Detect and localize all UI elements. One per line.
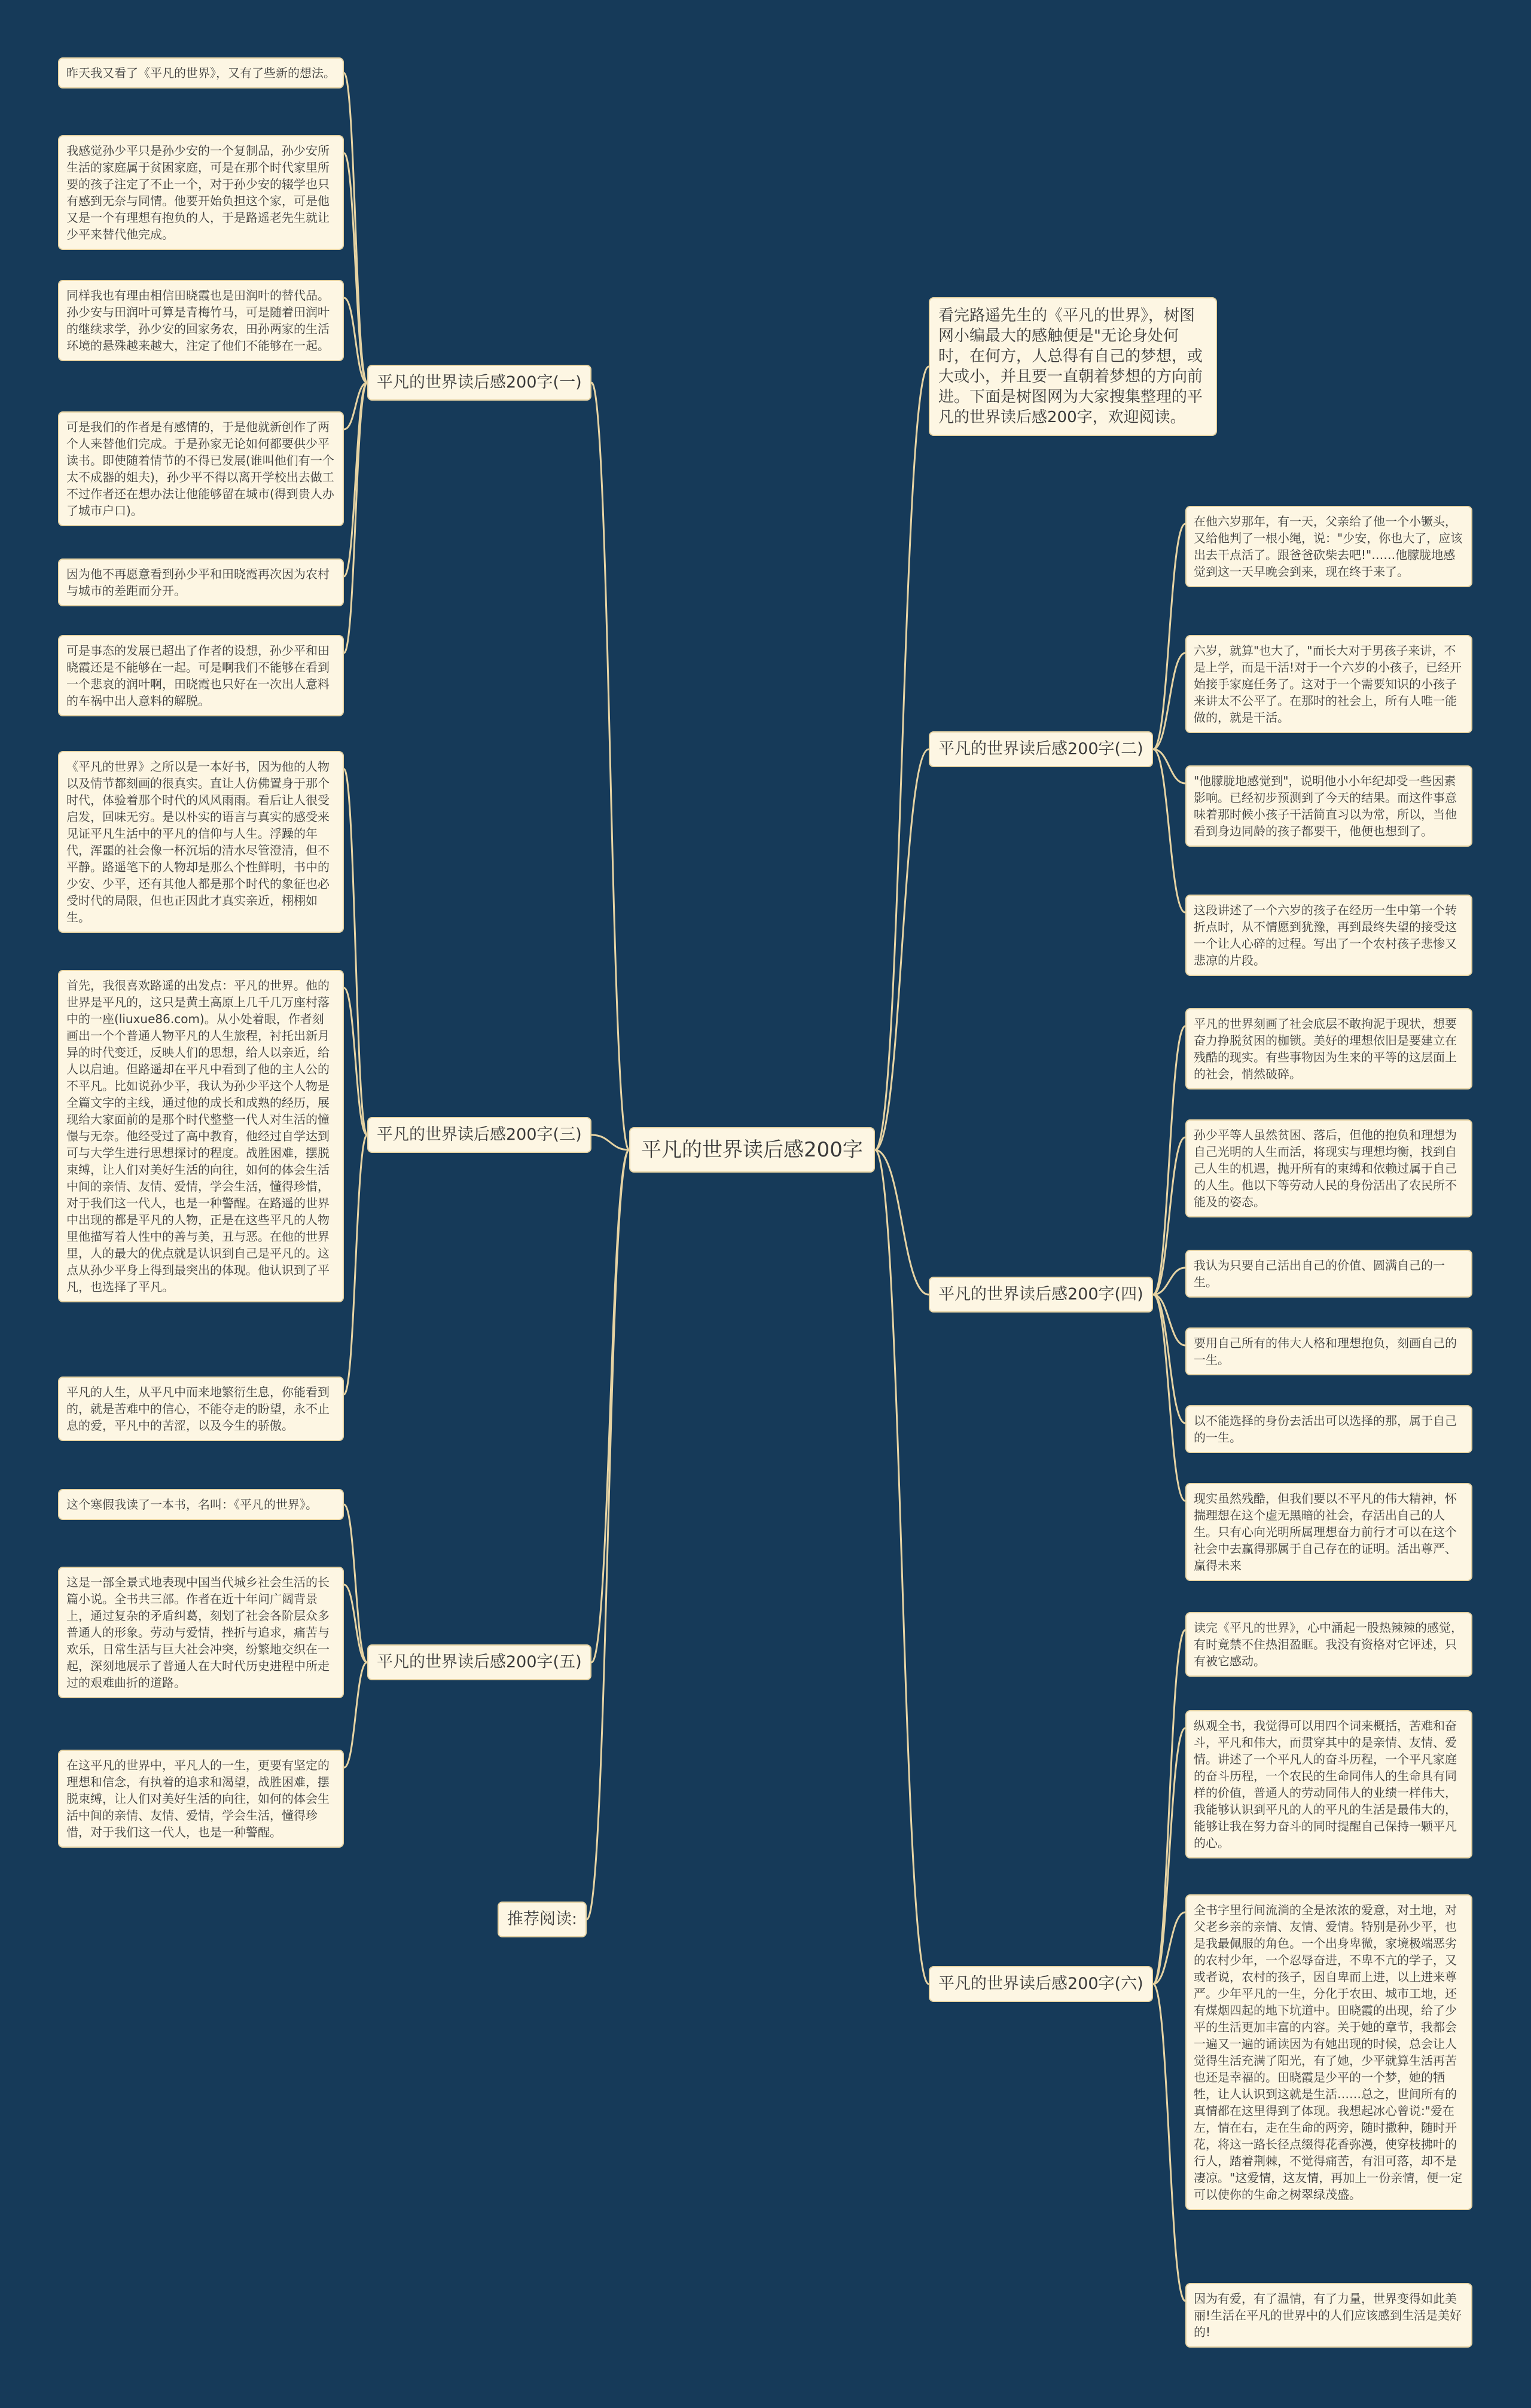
- link-leaf-4-6: [1153, 1295, 1185, 1501]
- leaf-4-4: 要用自己所有的伟大人格和理想抱负，刻画自己的一生。: [1185, 1327, 1472, 1375]
- intro-node: 看完路遥先生的《平凡的世界》，树图网小编最大的感触便是"无论身处何时，在何方，人总得有自己的梦想，或大或小，并且要一直朝着梦想的方向前进。下面是树图网为大家搜集整理的平凡的世界读后感200字，欢迎阅读。: [929, 297, 1217, 436]
- leaf-3-3: 平凡的人生，从平凡中而来地繁衍生息，你能看到的，就是苦难中的信心，不能夺走的盼望，永不止息的爱，平凡中的苦涩，以及今生的骄傲。: [58, 1377, 344, 1441]
- link-branch-node-1: [591, 383, 629, 1150]
- link-leaf-5-1: [344, 1504, 367, 1662]
- leaf-5-2: 这是一部全景式地表现中国当代城乡社会生活的长篇小说。全书共三部。作者在近十年问广阔背景上，通过复杂的矛盾纠葛，刻划了社会各阶层众多普通人的形象。劳动与爱情，挫折与追求，痛苦与欢乐，日常生活与巨大社会冲突，纷繁地交织在一起，深刻地展示了普通人在大时代历史进程中所走过的艰难曲折的道路。: [58, 1567, 344, 1698]
- leaf-2-4: 这段讲述了一个六岁的孩子在经历一生中第一个转折点时，从不情愿到犹豫，再到最终失望的接受这一个让人心碎的过程。写出了一个农村孩子悲惨又悲凉的片段。: [1185, 895, 1472, 976]
- link-branch-node-3: [591, 1135, 629, 1150]
- branch-node-6: 平凡的世界读后感200字(六): [929, 1966, 1153, 2002]
- leaf-2-2: 六岁，就算"也大了，"而长大对于男孩子来讲，不是上学，而是干活!对于一个六岁的小孩子，已经开始接手家庭任务了。这对于一个需要知识的小孩子来讲太不公平了。在那时的社会上，所有人唯一能做的，就是干活。: [1185, 635, 1472, 733]
- branch-node-1: 平凡的世界读后感200字(一): [367, 365, 591, 401]
- leaf-6-4: 因为有爱，有了温情，有了力量，世界变得如此美丽!生活在平凡的世界中的人们应该感到生活是美好的!: [1185, 2283, 1472, 2348]
- leaf-1-5: 因为他不再愿意看到孙少平和田晓霞再次因为农村与城市的差距而分开。: [58, 558, 344, 606]
- recommend-node: 推荐阅读:: [498, 1902, 587, 1937]
- link-leaf-1-2: [344, 153, 367, 383]
- leaf-2-1: 在他六岁那年，有一天，父亲给了他一个小镢头，又给他判了一根小绳，说："少安，你也大了，应该出去干点活了。跟爸爸砍柴去吧!"……他朦胧地感觉到这一天早晚会到来，现在终于来了。: [1185, 506, 1472, 587]
- link-branch-node-6: [875, 1150, 929, 1984]
- branch-node-3: 平凡的世界读后感200字(三): [367, 1117, 591, 1153]
- leaf-2-3: "他朦胧地感觉到"，说明他小小年纪却受一些因素影响。已经初步预测到了今天的结果。而这件事意味着那时候小孩子干活简直习以为常，所以，当他看到身边同龄的孩子都要干，他便也想到了。: [1185, 765, 1472, 847]
- leaf-4-1: 平凡的世界刻画了社会底层不敢拘泥于现状，想要奋力挣脱贫困的枷锁。美好的理想依旧是要建立在残酷的现实。有些事物因为生来的平等的这层面上的社会，悄然破碎。: [1185, 1008, 1472, 1089]
- link-leaf-1-5: [344, 383, 367, 576]
- branch-node-2: 平凡的世界读后感200字(二): [929, 731, 1153, 767]
- leaf-3-1: 《平凡的世界》之所以是一本好书，因为他的人物以及情节都刻画的很真实。直让人仿佛置身于那个时代，体验着那个时代的风风雨雨。看后让人很受启发，回味无穷。是以朴实的语言与真实的感受来见证平凡生活中的平凡的信仰与人生。浮躁的年代，浑噩的社会像一杯沉垢的清水尽管澄清，但不平静。路遥笔下的人物却是那么个性鲜明，书中的少安、少平，还有其他人都是那个时代的象征也必受时代的局限，但也正因此才真实亲近，栩栩如生。: [58, 751, 344, 933]
- link-leaf-1-6: [344, 383, 367, 653]
- link-leaf-3-3: [344, 1135, 367, 1394]
- leaf-4-6: 现实虽然残酷，但我们要以不平凡的伟大精神，怀揣理想在这个虚无黑暗的社会，存活出自己的人生。只有心向光明所属理想奋力前行才可以在这个社会中去赢得那属于自己存在的证明。活出尊严、赢得未来: [1185, 1483, 1472, 1581]
- leaf-6-3: 全书字里行间流淌的全是浓浓的爱意，对土地，对父老乡亲的亲情、友情、爱情。特别是孙少平，也是我最佩服的角色。一个出身卑微，家境极端恶劣的农村少年，一个忍辱奋进，不卑不亢的学子，又或者说，农村的孩子，因自卑而上进，以上进来尊严。少年平凡的一生，分化于农田、城市工地，还有煤烟四起的地下坑道中。田晓霞的出现，给了少平的生活更加丰富的内容。关于她的章节，我都会一遍又一遍的诵读因为有她出现的时候，总会让人觉得生活充满了阳光，有了她，少平就算生活再苦也还是幸福的。田晓霞是少平的一个梦，她的牺牲，让人认识到这就是生活……总之，世间所有的真情都在这里得到了体现。我想起冰心曾说:"爱在左，情在右，走在生命的两旁，随时撒种，随时开花，将这一路长径点缀得花香弥漫，使穿枝拂叶的行人，踏着荆棘，不觉得痛苦，有泪可落，却不是凄凉。"这爱情，这友情，再加上一份亲情，便一定可以使你的生命之树翠绿茂盛。: [1185, 1894, 1472, 2210]
- leaf-3-2: 首先，我很喜欢路遥的出发点：平凡的世界。他的世界是平凡的，这只是黄土高原上几千几万座村落中的一座(liuxue86.com)。从小处着眼，作者刻画出一个个普通人物平凡的人生旅程，衬托出新月异的时代变迁，反映人们的思想，给人以亲近，给人以启迪。但路遥却在平凡中看到了他的主人公的不平凡。比如说孙少平，我认为孙少平这个人物是全篇文字的主线，通过他的成长和成熟的经历，展现给大家面前的是那个时代整整一代人对生活的憧憬与无奈。他经受过了高中教育，他经过自学达到可与大学生进行思想探讨的程度。战胜困难，摆脱束缚，让人们对美好生活的向往，如何的体会生活中间的亲情、友情、爱情，学会生活，懂得珍惜，对于我们这一代人，也是一种警醒。在路遥的世界中出现的都是平凡的人物，正是在这些平凡的人物里他描写着人性中的善与美，丑与恶。在他的世界里，人的最大的优点就是认识到自己是平凡的。这点从孙少平身上得到最突出的体现。他认识到了平凡，也选择了平凡。: [58, 970, 344, 1302]
- link-leaf-5-2: [344, 1585, 367, 1662]
- leaf-1-2: 我感觉孙少平只是孙少安的一个复制品，孙少安所生活的家庭属于贫困家庭，可是在那个时代家里所要的孩子注定了不止一个，对于孙少安的辍学也只有感到无奈与同情。他要开始负担这个家，可是他又是一个有理想有抱负的人，于是路遥老先生就让少平来替代他完成。: [58, 135, 344, 250]
- link-intro-node: [875, 367, 929, 1150]
- link-recommend-node: [587, 1150, 629, 1919]
- link-branch-node-2: [875, 749, 929, 1150]
- link-leaf-6-4: [1153, 1984, 1185, 2301]
- link-leaf-3-2: [344, 988, 367, 1135]
- link-leaf-4-1: [1153, 1026, 1185, 1295]
- branch-node-4: 平凡的世界读后感200字(四): [929, 1277, 1153, 1313]
- leaf-1-6: 可是事态的发展已超出了作者的设想，孙少平和田晓霞还是不能够在一起。可是啊我们不能够在看到一个悲哀的润叶啊，田晓霞也只好在一次出人意料的车祸中出人意料的解脱。: [58, 635, 344, 716]
- link-branch-node-4: [875, 1150, 929, 1295]
- link-branch-node-5: [591, 1150, 629, 1662]
- link-leaf-2-4: [1153, 749, 1185, 912]
- leaf-4-5: 以不能选择的身份去活出可以选择的那，属于自己的一生。: [1185, 1405, 1472, 1453]
- branch-node-5: 平凡的世界读后感200字(五): [367, 1644, 591, 1680]
- leaf-6-1: 读完《平凡的世界》，心中涌起一股热辣辣的感觉，有时竟禁不住热泪盈眶。我没有资格对它评述，只有被它感动。: [1185, 1612, 1472, 1677]
- link-leaf-2-1: [1153, 524, 1185, 749]
- leaf-5-1: 这个寒假我读了一本书，名叫：《平凡的世界》。: [58, 1489, 344, 1520]
- link-leaf-3-1: [344, 769, 367, 1135]
- leaf-4-2: 孙少平等人虽然贫困、落后，但他的抱负和理想为自己光明的人生而活，将现实与理想均衡，找到自己人生的机遇，抛开所有的束缚和依赖过属于自己的人生。他以下等劳动人民的身份活出了农民所不能及的姿态。: [1185, 1119, 1472, 1217]
- root-node: 平凡的世界读后感200字: [629, 1127, 875, 1173]
- leaf-1-4: 可是我们的作者是有感情的，于是他就新创作了两个人来替他们完成。于是孙家无论如何都要供少平读书。即使随着情节的不得已发展(谁叫他们有一个太不成器的姐夫)，孙少平不得以离开学校出去做工不过作者还在想办法让他能够留在城市(得到贵人办了城市户口)。: [58, 411, 344, 526]
- link-leaf-2-2: [1153, 653, 1185, 749]
- leaf-6-2: 纵观全书，我觉得可以用四个词来概括，苦难和奋斗，平凡和伟大，而贯穿其中的是亲情、友情、爱情。讲述了一个平凡人的奋斗历程，一个平凡家庭的奋斗历程，一个农民的生命同伟人的生命具有同样的价值，普通人的劳动同伟人的业绩一样伟大，我能够认识到平凡的人的平凡的生活是最伟大的，能够让我在努力奋斗的同时提醒自己保持一颗平凡的心。: [1185, 1710, 1472, 1858]
- leaf-1-3: 同样我也有理由相信田晓霞也是田润叶的替代品。孙少安与田润叶可算是青梅竹马，可是随着田润叶的继续求学，孙少安的回家务农，田孙两家的生活环境的悬殊越来越大，注定了他们不能够在一起。: [58, 280, 344, 361]
- link-leaf-5-3: [344, 1662, 367, 1768]
- leaf-1-1: 昨天我又看了《平凡的世界》，又有了些新的想法。: [58, 57, 344, 88]
- leaf-4-3: 我认为只要自己活出自己的价值、圆满自己的一生。: [1185, 1250, 1472, 1298]
- leaf-5-3: 在这平凡的世界中，平凡人的一生，更要有坚定的理想和信念，有执着的追求和渴望，战胜困难，摆脱束缚，让人们对美好生活的向往，如何的体会生活中间的亲情、友情、爱情，学会生活，懂得珍惜，对于我们这一代人，也是一种警醒。: [58, 1750, 344, 1848]
- link-leaf-6-1: [1153, 1630, 1185, 1984]
